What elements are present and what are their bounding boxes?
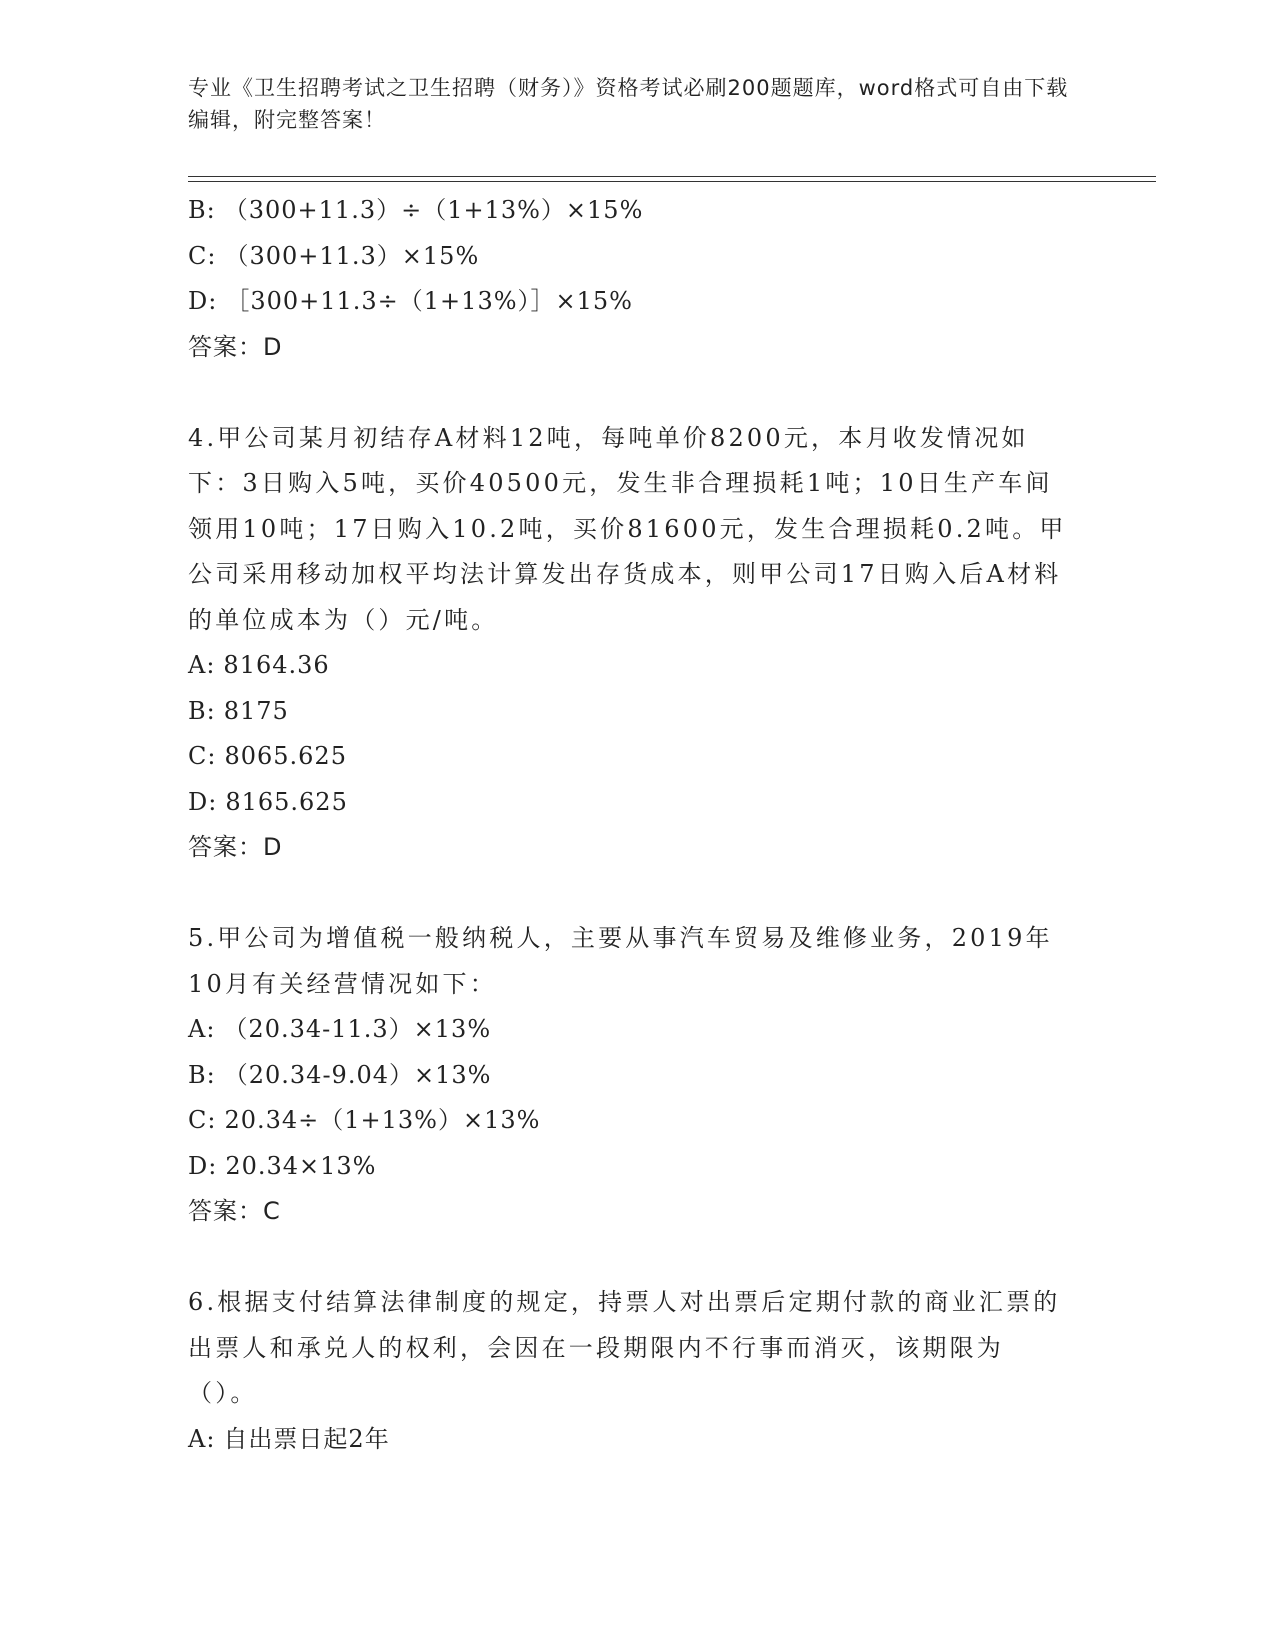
- option-c: [188, 734, 1068, 780]
- option-text: 自出票日起2年: [223, 1424, 390, 1453]
- header-rule-bottom: [188, 181, 1156, 182]
- option-a: [188, 1417, 1068, 1463]
- option-text: 8065.625: [224, 742, 347, 770]
- question-6: [188, 1280, 1068, 1462]
- option-letter: D:: [188, 787, 218, 816]
- document-body: [188, 188, 1068, 1462]
- option-d: [188, 1144, 1068, 1190]
- option-text: （300+11.3）÷（1+13%）×15%: [223, 196, 644, 224]
- option-c: [188, 234, 1068, 280]
- option-a: [188, 643, 1068, 689]
- option-a: [188, 1007, 1068, 1053]
- option-letter: B:: [188, 1060, 216, 1089]
- option-letter: A:: [188, 1424, 216, 1453]
- option-letter: A:: [188, 1015, 216, 1043]
- option-text: （20.34-9.04）×13%: [223, 1060, 492, 1089]
- option-text: （300+11.3）×15%: [224, 241, 480, 270]
- page-header: [188, 72, 1088, 136]
- option-letter: C:: [188, 241, 217, 270]
- option-d: [188, 780, 1068, 826]
- header-title: 专业《卫生招聘考试之卫生招聘（财务）》资格考试必刷200题题库，word格式可自由下载编辑，附完整答案！: [188, 76, 1069, 132]
- option-letter: C:: [188, 1106, 217, 1134]
- option-d: [188, 279, 1068, 325]
- option-b: [188, 1053, 1068, 1099]
- question-text: 5.甲公司为增值税一般纳税人，主要从事汽车贸易及维修业务，2019年10月有关经营情况如下：: [188, 924, 1053, 998]
- option-text: 8164.36: [223, 651, 330, 679]
- header-rule-top: [188, 176, 1156, 177]
- option-c: [188, 1098, 1068, 1144]
- option-text: 20.34÷（1+13%）×13%: [224, 1106, 541, 1134]
- question-text: 4.甲公司某月初结存A材料12吨，每吨单价8200元，本月收发情况如下：3日购入5吨，买价40500元，发生非合理损耗1吨；10日生产车间领用10吨；17日购入10.2吨，买价81600元，发生合理损耗0.2吨。甲公司采用移动加权平均法计算发出存货成本，则甲公司17日购入后A材料的单位成本为（）元/吨。: [188, 423, 1067, 634]
- answer: 答案：C: [188, 1197, 281, 1225]
- option-text: 8175: [223, 696, 289, 725]
- question-5: [188, 916, 1068, 1235]
- option-b: [188, 188, 1068, 234]
- option-letter: D:: [188, 287, 218, 315]
- answer: 答案：D: [188, 833, 283, 861]
- option-letter: C:: [188, 742, 217, 770]
- option-letter: B:: [188, 196, 216, 224]
- option-text: （20.34-11.3）×13%: [223, 1015, 492, 1043]
- option-text: ［300+11.3÷（1+13%）］×15%: [225, 287, 633, 315]
- option-letter: B:: [188, 696, 216, 725]
- option-letter: A:: [188, 651, 216, 679]
- question-3-options: [188, 188, 1068, 370]
- option-text: 8165.625: [225, 787, 348, 816]
- question-4: [188, 416, 1068, 871]
- option-b: [188, 689, 1068, 735]
- answer: 答案：D: [188, 332, 283, 361]
- question-text: 6.根据支付结算法律制度的规定，持票人对出票后定期付款的商业汇票的出票人和承兑人的权利，会因在一段期限内不行事而消灭，该期限为（）。: [188, 1288, 1061, 1407]
- option-letter: D:: [188, 1151, 218, 1180]
- option-text: 20.34×13%: [225, 1151, 377, 1180]
